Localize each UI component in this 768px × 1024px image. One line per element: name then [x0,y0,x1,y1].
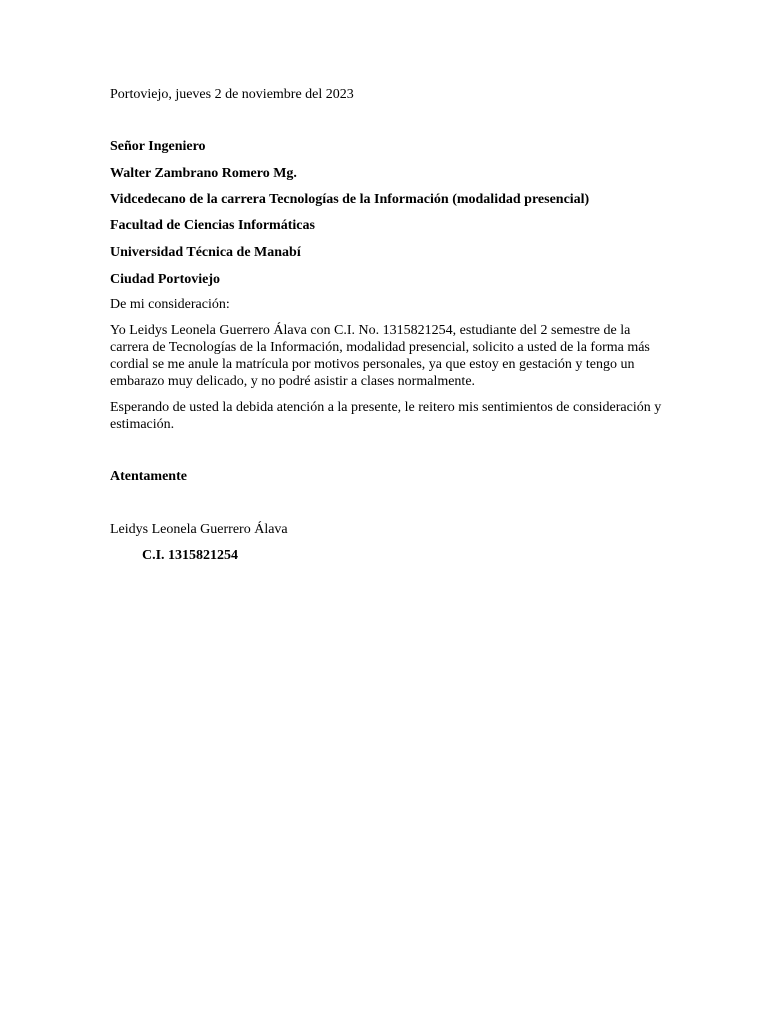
body-paragraph-1: Yo Leidys Leonela Guerrero Álava con C.I. No. 1315821254, estudiante del 2 semestre de la carrera de Tecnologías de la Información, modalidad presencial, solicito a usted de la forma más cordial se me anule la matrícula por motivos personales, ya que estoy en gestación y tengo un embarazo muy delicado, y no podré asistir a clases normalmente. [110,323,650,389]
recipient-position: Vidcedecano de la carrera Tecnologías de la Información (modalidad presencial) [110,192,590,207]
body-paragraph-2: Esperando de usted la debida atención a la presente, le reitero mis sentimientos de consideración y estimación. [110,400,662,432]
recipient-faculty: Facultad de Ciencias Informáticas [110,218,315,233]
signer-name: Leidys Leonela Guerrero Álava [110,522,288,537]
signer-id: C.I. 1315821254 [142,548,239,563]
recipient-university: Universidad Técnica de Manabí [110,245,301,260]
greeting: De mi consideración: [110,297,230,312]
closing: Atentamente [110,469,187,484]
recipient-title: Señor Ingeniero [110,139,206,154]
place-date: Portoviejo, jueves 2 de noviembre del 2023 [110,87,354,102]
recipient-name: Walter Zambrano Romero Mg. [110,166,297,181]
recipient-city: Ciudad Portoviejo [110,272,221,287]
